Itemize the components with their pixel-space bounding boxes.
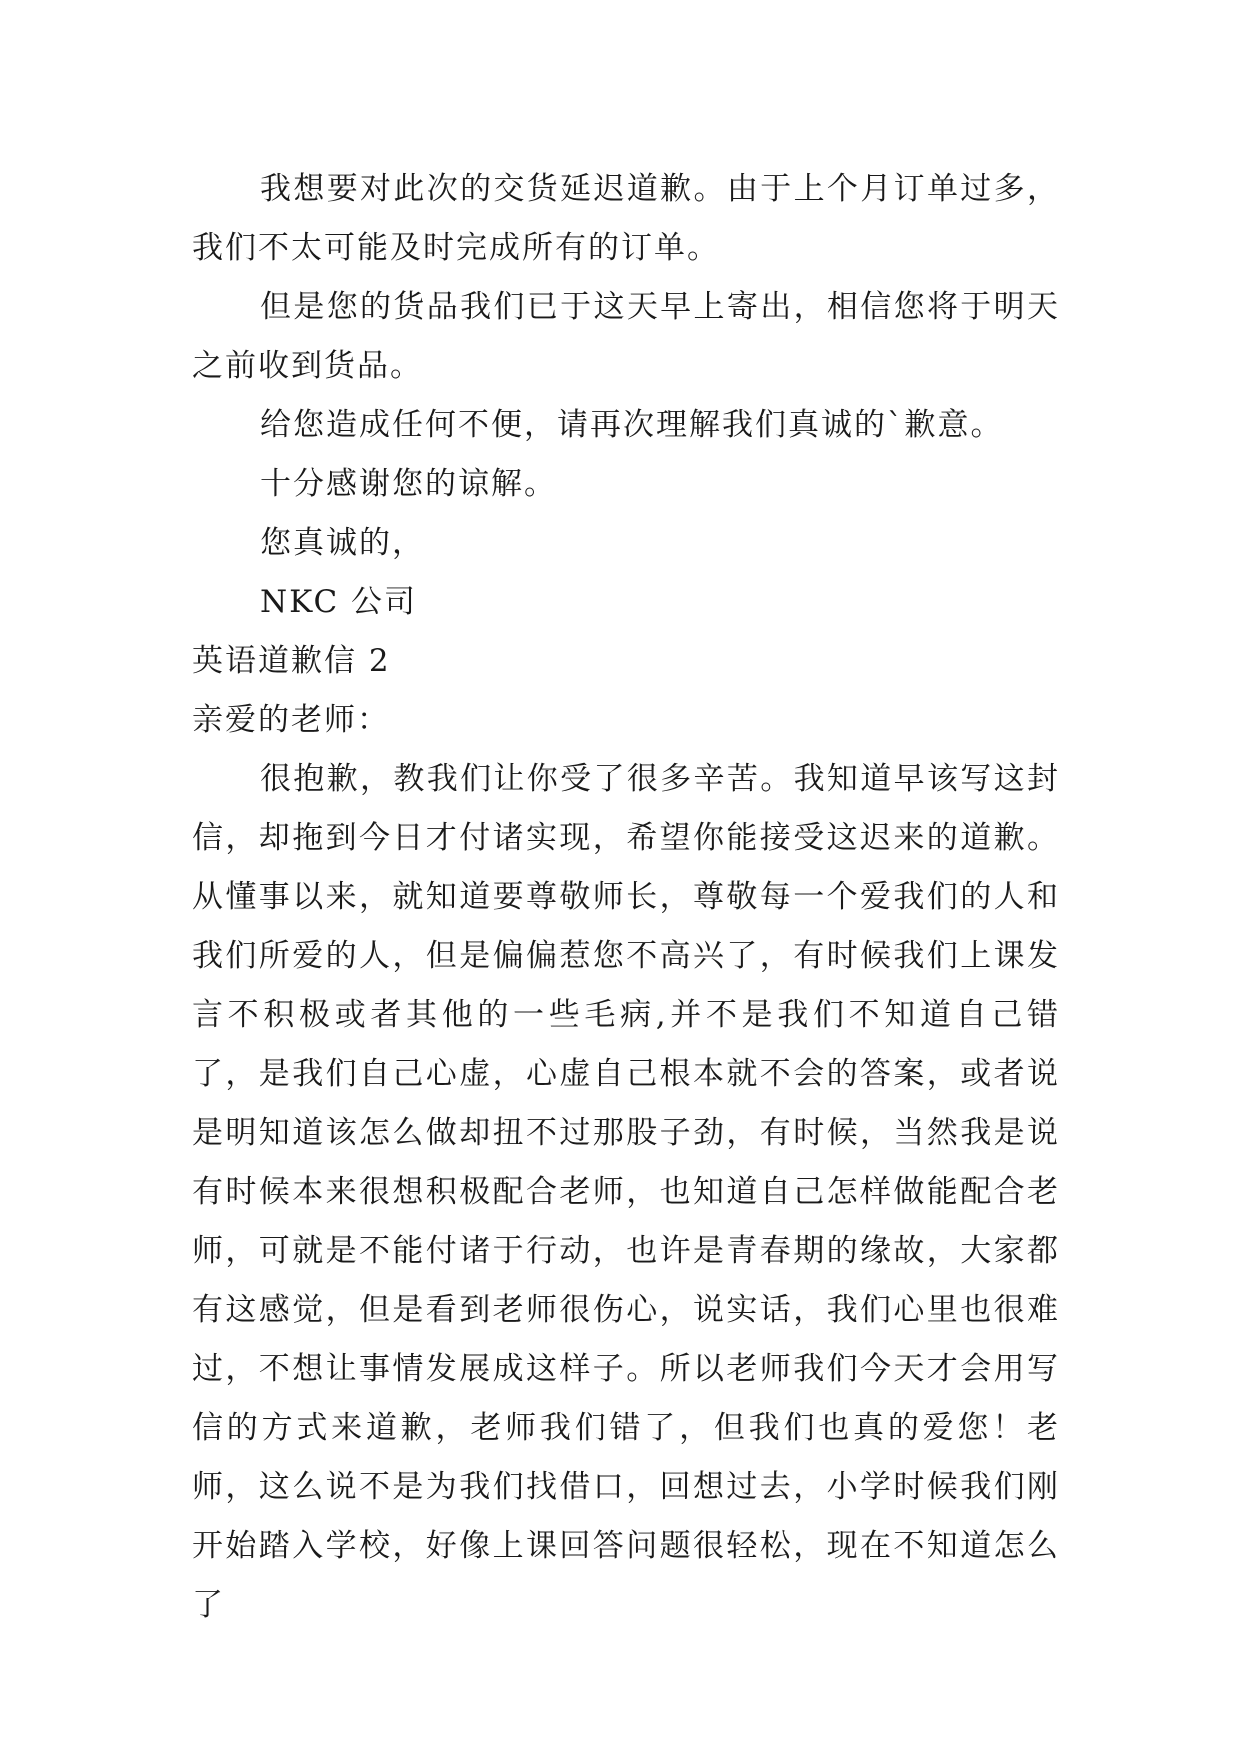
paragraph-letter-body: 很抱歉，教我们让你受了很多辛苦。我知道早该写这封信，却拖到今日才付诸实现，希望你能接受这迟来的道歉。从懂事以来，就知道要尊敬师长，尊敬每一个爱我们的人和我们所爱的人，但是偏偏惹您不高兴了，有时候我们上课发言不积极或者其他的一些毛病,并不是我们不知道自己错了，是我们自己心虚，心虚自己根本就不会的答案，或者说是明知道该怎么做却扭不过那股子劲，有时候，当然我是说有时候本来很想积极配合老师，也知道自己怎样做能配合老师，可就是不能付诸于行动，也许是青春期的缘故，大家都有这感觉，但是看到老师很伤心，说实话，我们心里也很难过，不想让事情发展成这样子。所以老师我们今天才会用写信的方式来道歉，老师我们错了，但我们也真的爱您！老师，这么说不是为我们找借口，回想过去，小学时候我们刚开始踏入学校，好像上课回答问题很轻松，现在不知道怎么了: [192, 761, 1060, 1623]
paragraph-signature: NKC 公司: [260, 584, 418, 620]
paragraph-shipped: 但是您的货品我们已于这天早上寄出，相信您将于明天之前收到货品。: [192, 289, 1060, 384]
paragraph-closing: 您真诚的，: [260, 525, 425, 561]
paragraph-salutation: 亲爱的老师：: [192, 702, 390, 738]
section-heading: 英语道歉信 2: [192, 643, 391, 679]
paragraph-apology-delay: 我想要对此次的交货延迟道歉。由于上个月订单过多，我们不太可能及时完成所有的订单。: [192, 171, 1060, 266]
paragraph-thanks: 十分感谢您的谅解。: [260, 466, 557, 502]
document-body: [192, 160, 1060, 1635]
paragraph-inconvenience: 给您造成任何不便，请再次理解我们真诚的`歉意。: [260, 407, 1004, 443]
